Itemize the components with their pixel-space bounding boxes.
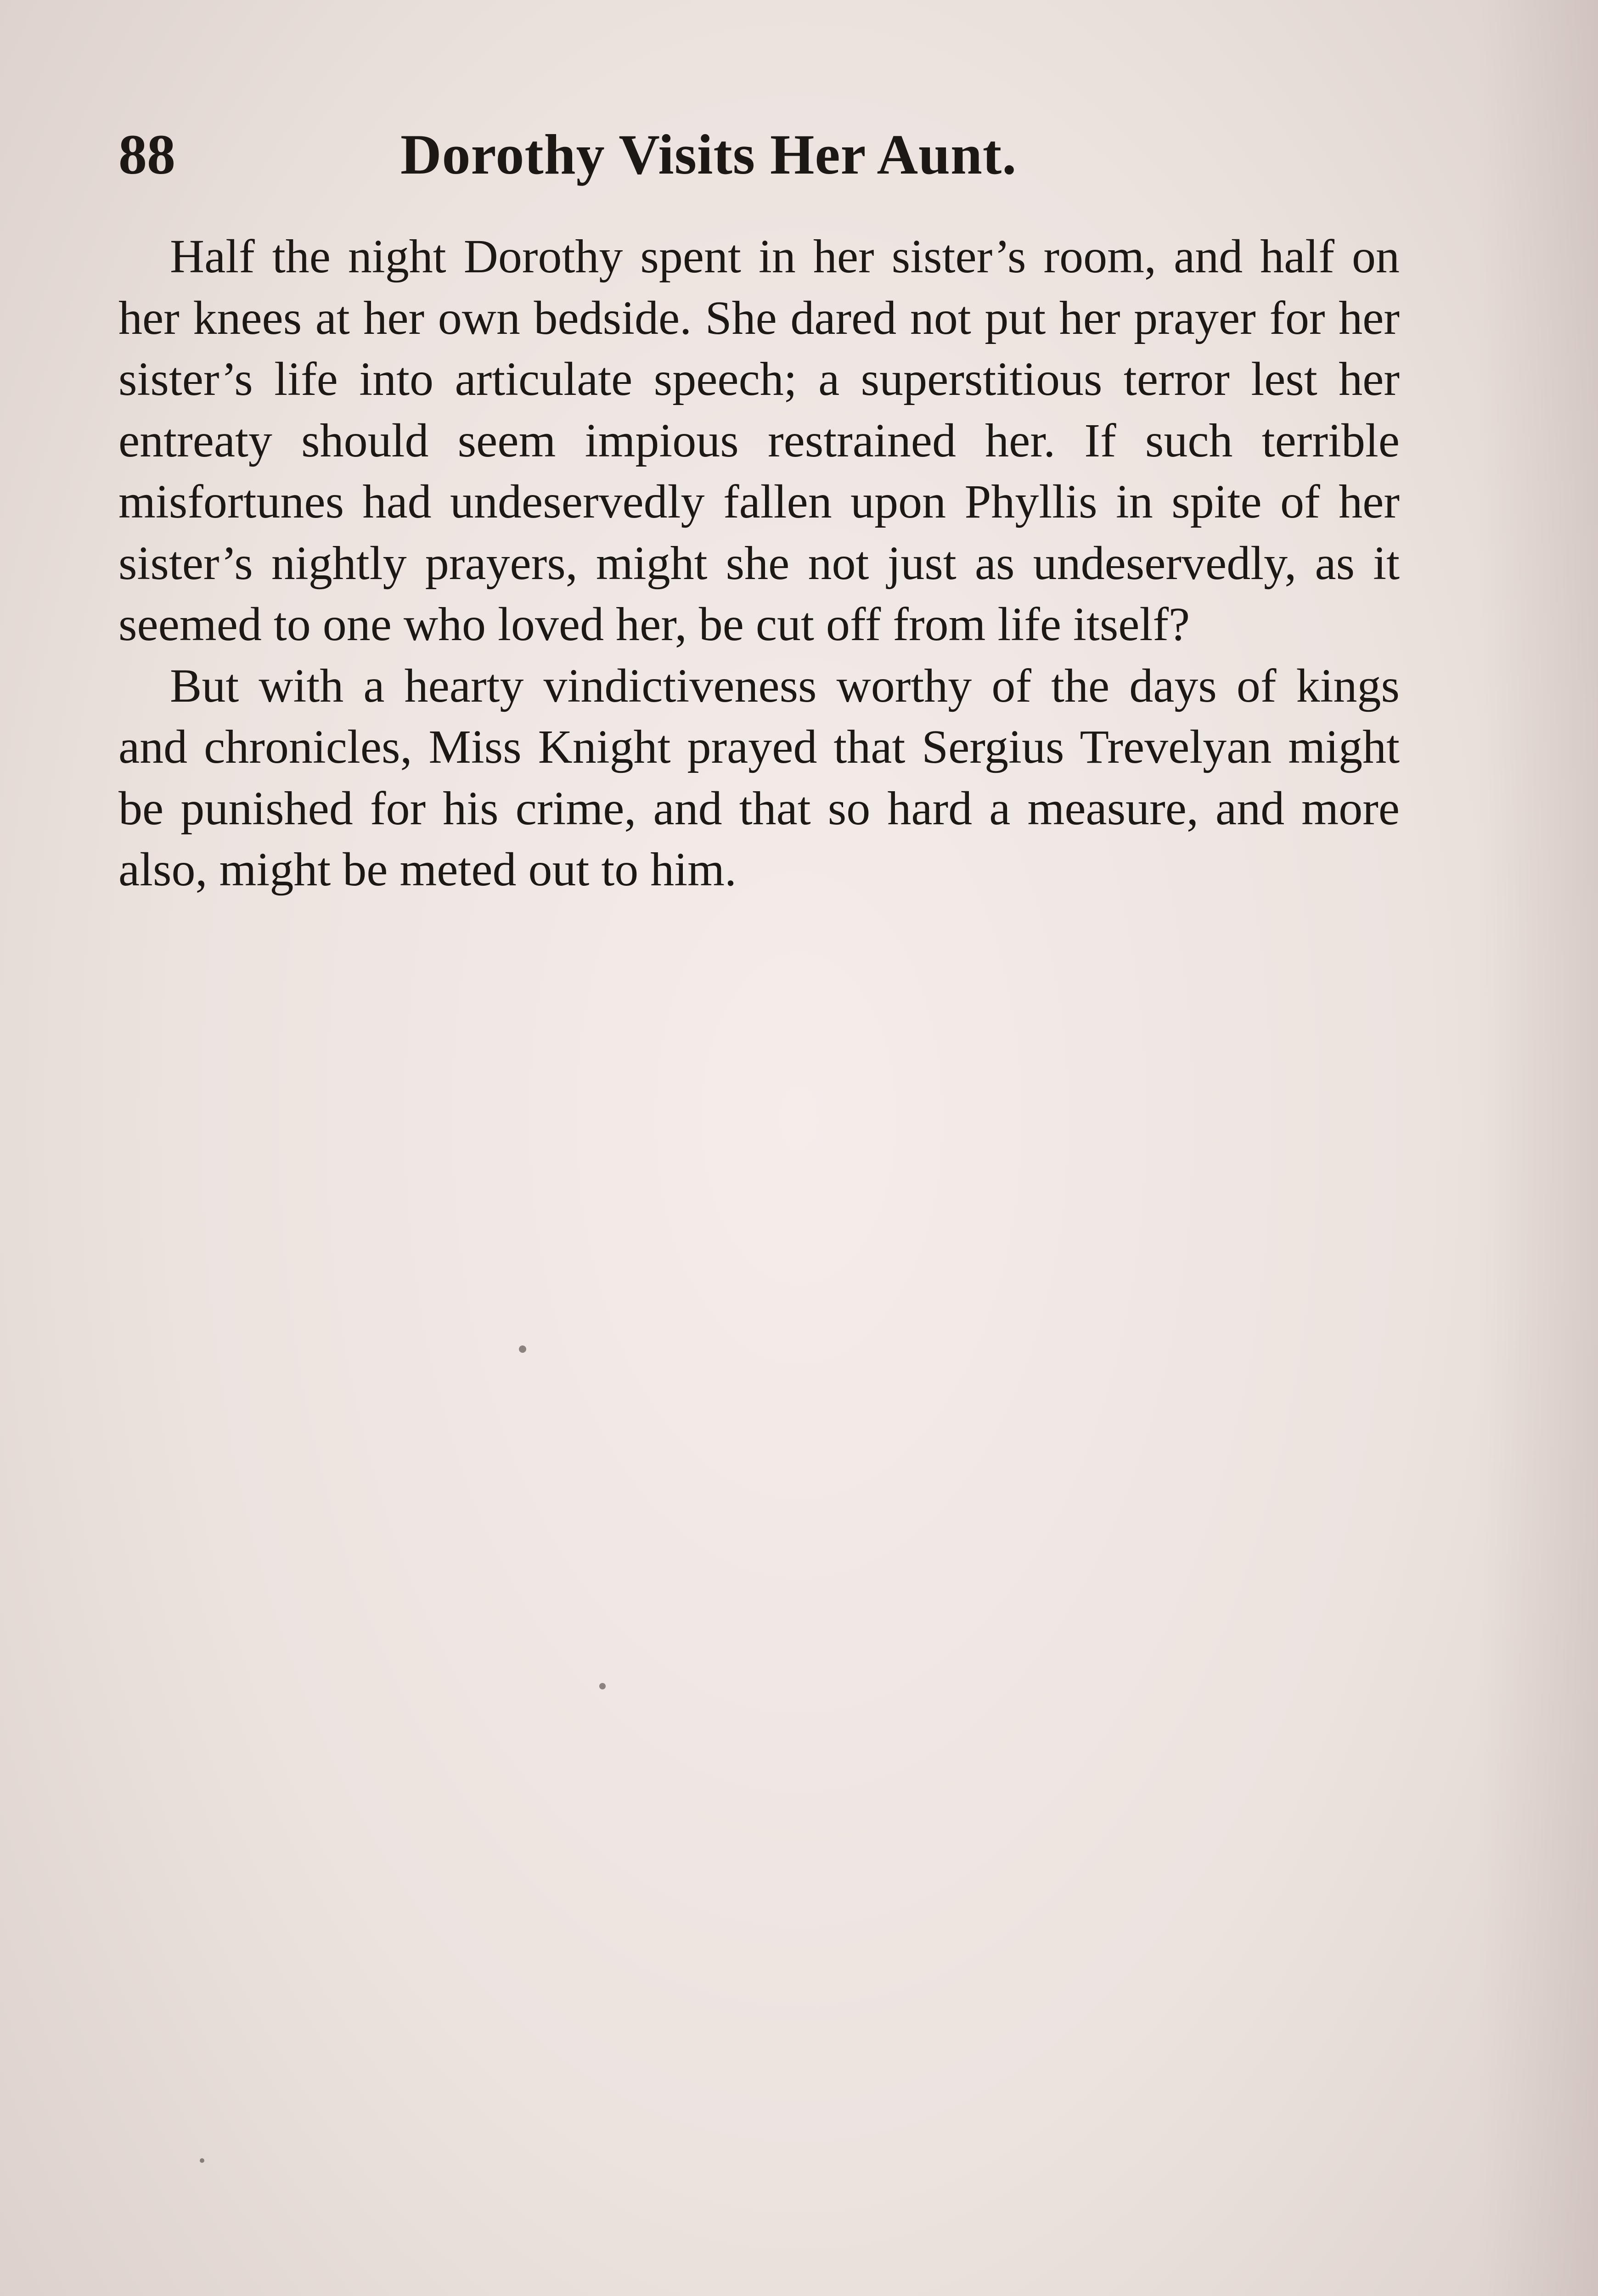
paper-speck xyxy=(519,1345,526,1353)
paper-speck xyxy=(200,2158,204,2163)
paper-speck xyxy=(599,1683,606,1689)
paragraph-2: But with a hearty vindictiveness worthy of the days of kings and chronicles, Miss Knight prayed that Sergius Trevelyan might be punished for his crime, and that so hard a measure, and more also, might be meted out to him. xyxy=(118,659,1400,896)
page-edge-shadow xyxy=(1479,0,1598,2296)
page-number: 88 xyxy=(118,123,175,186)
body-text xyxy=(118,226,1400,900)
page-header xyxy=(118,120,1400,189)
running-title: Dorothy Visits Her Aunt. xyxy=(400,123,1017,186)
paragraph-1: Half the night Dorothy spent in her sister’s room, and half on her knees at her own bedside. She dared not put her prayer for her sister’s life into articulate speech; a superstitious terror lest her entreaty should seem impious restrained her. If such terrible misfortunes had undeservedly fallen upon Phyllis in spite of her sister’s nightly prayers, might she not just as undeservedly, as it seemed to one who loved her, be cut off from life itself? xyxy=(118,230,1400,651)
